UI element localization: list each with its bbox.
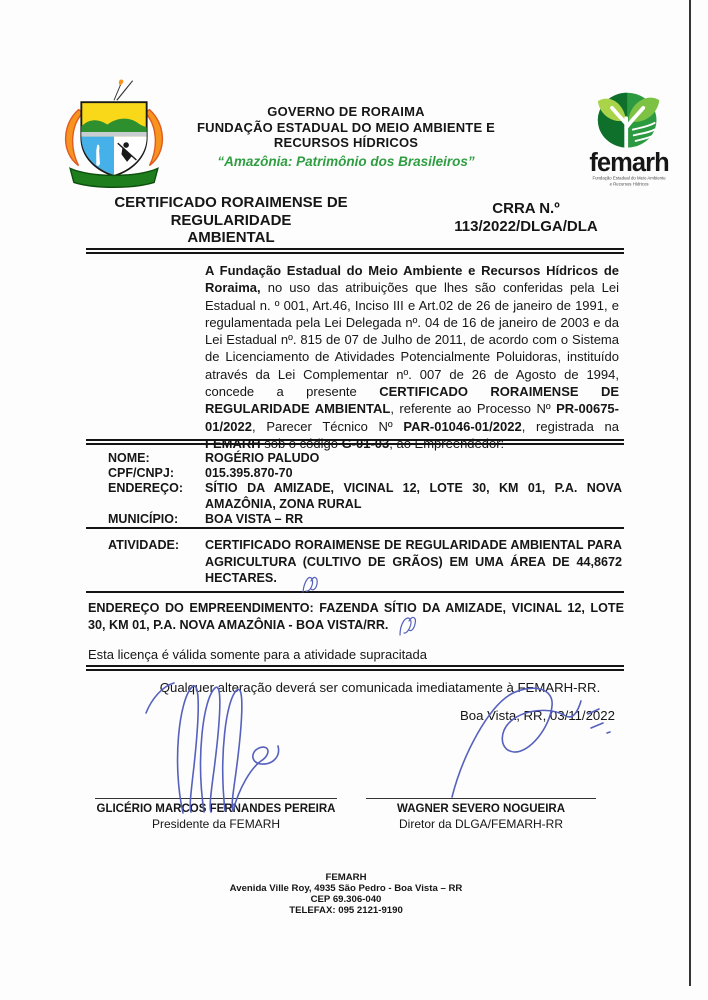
signature-stroke-right (591, 723, 603, 728)
date-line: Boa Vista, RR, 03/11/2022 (460, 708, 615, 723)
divider-single-2 (86, 591, 624, 593)
info-label-nome: NOME: (108, 451, 150, 465)
certificate-title-line-2: REGULARIDADE (170, 211, 292, 229)
crra-number-label: CRRA N.º (492, 200, 560, 217)
certificate-title (95, 194, 367, 247)
footer-telefax: TELEFAX: 095 2121-9190 (289, 905, 403, 916)
footer (0, 872, 692, 916)
crra-number-block (415, 200, 637, 236)
certificate-title-line-3: AMBIENTAL (187, 229, 275, 246)
activity-label: ATIVIDADE: (108, 538, 180, 552)
footer-address: Avenida Ville Roy, 4935 São Pedro - Boa Vista – RR (229, 883, 463, 894)
signature-line (366, 798, 596, 799)
divider-double-3 (86, 665, 624, 671)
femarh-tagline-line-1: Fundação Estadual do Meio Ambiente (592, 175, 666, 181)
divider-single-1 (86, 527, 624, 529)
signature-stroke-right (607, 732, 610, 733)
signature-stroke-left (223, 689, 242, 811)
femarh-logo (578, 86, 682, 194)
signature-block-director (366, 798, 596, 831)
info-value-municipio: BOA VISTA – RR (205, 511, 304, 526)
enterprise-address: ENDEREÇO DO EMPREENDIMENTO: FAZENDA SÍTIO DA AMIZADE, VICINAL 12, LOTE 30, KM 01, P.A. NOVA AMAZÔNIA - BOA VISTA/RR. (88, 601, 624, 632)
signature-line (95, 798, 337, 799)
signatory-role: Diretor da DLGA/FEMARH-RR (398, 817, 564, 831)
info-label-municipio: MUNICÍPIO: (108, 511, 179, 526)
info-value-cpf: 015.395.870-70 (205, 466, 293, 481)
validity-note: Esta licença é válida somente para a atividade supracitada (88, 647, 427, 662)
signatory-name: WAGNER SEVERO NOGUEIRA (396, 803, 566, 815)
info-value-endereco: SÍTIO DA AMIZADE, VICINAL 12, LOTE 30, KM 01, P.A. NOVA AMAZÔNIA, ZONA RURAL (205, 481, 622, 511)
org-name-line-1: GOVERNO DE RORAIMA (267, 104, 425, 119)
signature-stroke-left (178, 686, 199, 813)
certificate-title-line-1: CERTIFICADO RORAIMENSE DE (114, 194, 348, 211)
holder-info-table (108, 451, 622, 527)
info-label-cpf: CPF/CNPJ: (108, 466, 174, 481)
signatory-role: Presidente da FEMARH (151, 817, 281, 831)
divider-double-1 (86, 248, 624, 254)
crra-number-value: 113/2022/DLGA/DLA (454, 218, 598, 235)
signature-stroke-right (452, 688, 581, 797)
femarh-tagline-line-2: e Recursos Hídricos (609, 181, 649, 187)
info-label-endereco: ENDEREÇO: (108, 481, 184, 496)
body-paragraph: A Fundação Estadual do Meio Ambiente e Recursos Hídricos de Roraima, no uso das atribuições que lhes são conferidas pela Lei Estadual n. º 001, Art.46, Inciso III e Art.02 de 26 de janeiro de 1991, e regulamentada pela Lei Delegada nº. 04 de 16 de janeiro de 2003 e da Lei Estadual nº. 815 de 07 de Julho de 2011, de acordo com o Sistema de Licenciamento de Atividades Potencialmente Poluidoras, instituído através da Lei Complementar nº. 007 de 26 de Agosto de 1994, concede a presente CERTIFICADO RORAIMENSE DE REGULARIDADE AMBIENTAL, referente ao Processo Nº PR-00675-01/2022, Parecer Técnico Nº PAR-01046-01/2022, registrada na FEMARH sob o código G-01-03, ao Empreendedor: (205, 263, 620, 451)
org-name-line-2: FUNDAÇÃO ESTADUAL DO MEIO AMBIENTE E (196, 119, 496, 135)
activity-value: CERTIFICADO RORAIMENSE DE REGULARIDADE AMBIENTAL PARA AGRICULTURA (CULTIVO DE GRÃOS) EM UMA ÁREA DE 44,8672 HECTARES. (205, 538, 622, 585)
header-org-block (150, 104, 542, 169)
footer-org: FEMARH (325, 872, 367, 883)
change-notice: Qualquer alteração deverá ser comunicada imediatamente à FEMARH-RR. (159, 680, 601, 695)
footer-cep: CEP 69.306-040 (310, 894, 382, 905)
header-slogan: “Amazônia: Patrimônio dos Brasileiros” (217, 153, 475, 169)
org-name-line-3: RECURSOS HÍDRICOS (273, 135, 419, 150)
activity-row (108, 537, 622, 587)
signatory-name: GLICÉRIO MARCOS FERNANDES PEREIRA (96, 803, 336, 815)
scan-edge (689, 0, 691, 986)
info-value-nome: ROGÉRIO PALUDO (205, 451, 320, 465)
divider-double-2 (86, 439, 624, 445)
femarh-wordmark: femarh (589, 149, 669, 178)
signature-stroke-left (201, 687, 220, 812)
signature-block-president (95, 798, 337, 831)
